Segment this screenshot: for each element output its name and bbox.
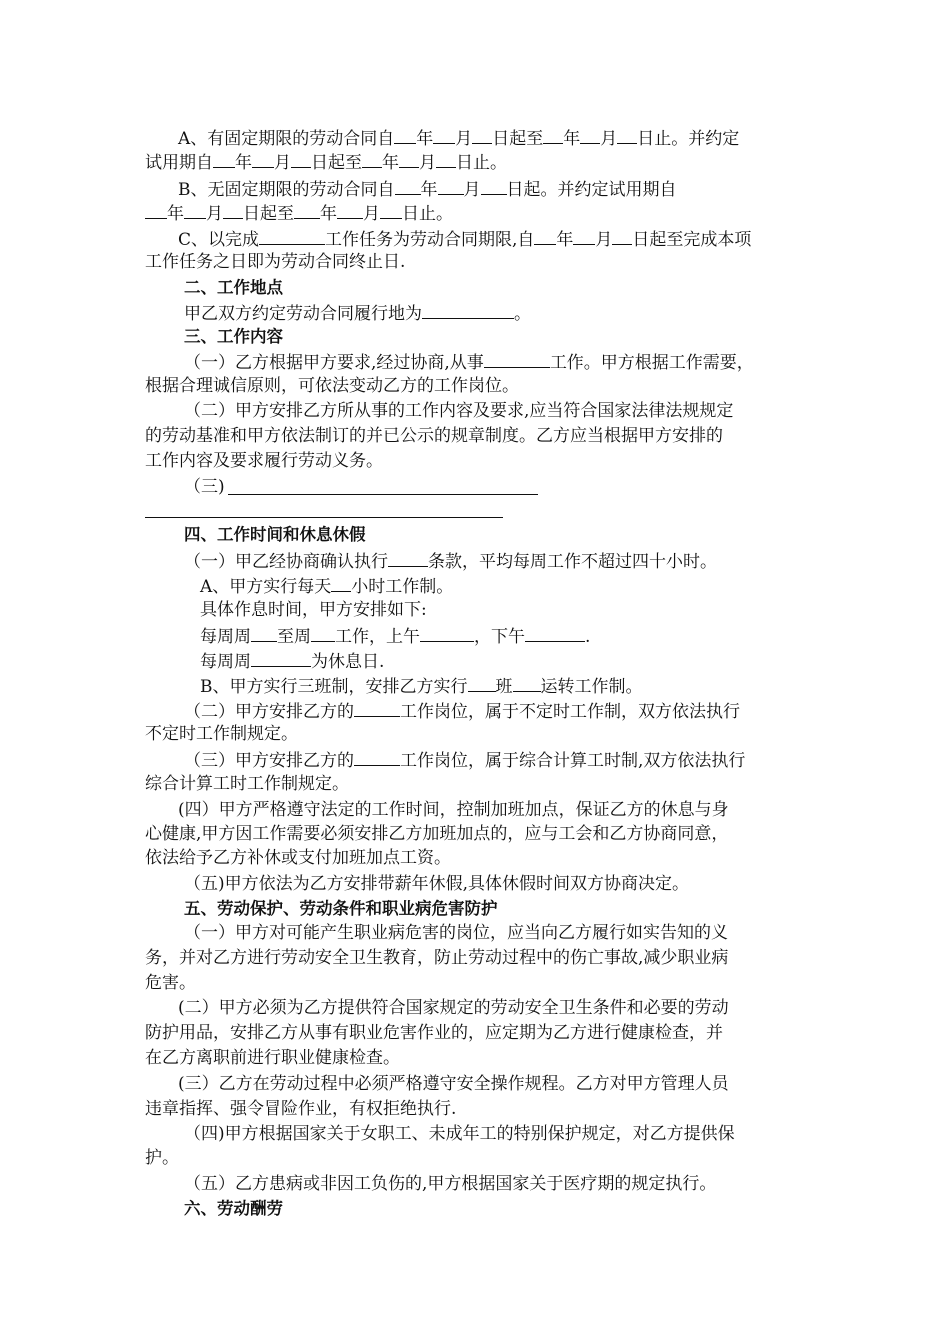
clause-b-line-2: 年 月 日起至 年 月 日止。: [145, 200, 453, 226]
clause-a-line-2: 试用期自 年 月 日起至 年 月 日止。: [145, 149, 507, 175]
section-5-item-1-line-1: （一）甲方对可能产生职业病危害的岗位，应当向乙方履行如实告知的义: [184, 923, 728, 943]
section-5-item-5: （五）乙方患病或非因工负伤的,甲方根据国家关于医疗期的规定执行。: [184, 1174, 717, 1194]
section-4-item-4-line-1: (四）甲方严格遵守法定的工作时间，控制加班加点，保证乙方的休息与身: [178, 800, 729, 820]
section-4-item-1: （一）甲乙经协商确认执行 条款，平均每周工作不超过四十小时。: [184, 548, 717, 574]
section-6-heading: 六、劳动酬劳: [184, 1199, 283, 1218]
blank-line-item-3-continued: [145, 517, 503, 518]
section-3-item-2-line-1: （二）甲方安排乙方所从事的工作内容及要求,应当符合国家法律法规规定: [184, 401, 734, 421]
section-5-item-2-line-3: 在乙方离职前进行职业健康检查。: [145, 1048, 400, 1068]
clause-b-line-1: B、无固定期限的劳动合同自 年 月 日起。并约定试用期自: [178, 176, 677, 202]
section-5-item-2-line-1: (二）甲方必须为乙方提供符合国家规定的劳动安全卫生条件和必要的劳动: [178, 998, 729, 1018]
section-3-item-1-line-2: 根据合理诚信原则，可依法变动乙方的工作岗位。: [145, 376, 519, 396]
section-2-paragraph: 甲乙双方约定劳动合同履行地为 。: [184, 300, 531, 326]
section-3-item-2-line-3: 工作内容及要求履行劳动义务。: [145, 451, 383, 471]
clause-c-line-2: 工作任务之日即为劳动合同终止日.: [145, 252, 406, 272]
section-4-option-a: A、甲方实行每天 小时工作制。: [200, 573, 453, 599]
section-4-schedule: 具体作息时间，甲方安排如下:: [200, 600, 427, 620]
section-5-item-3-line-1: (三）乙方在劳动过程中必须严格遵守安全操作规程。乙方对甲方管理人员: [178, 1074, 729, 1094]
section-5-item-1-line-3: 危害。: [145, 973, 196, 993]
section-4-item-3-line-1: （三）甲方安排乙方的 工作岗位，属于综合计算工时制,双方依法执行: [184, 747, 745, 773]
section-5-item-2-line-2: 防护用品，安排乙方从事有职业危害作业的，应定期为乙方进行健康检查，并: [145, 1023, 723, 1043]
section-3-item-2-line-2: 的劳动基准和甲方依法制订的并已公示的规章制度。乙方应当根据甲方安排的: [145, 426, 723, 446]
section-3-item-3: （三): [184, 477, 225, 497]
clause-a-line-1: A、有固定期限的劳动合同自 年 月 日起至 年 月 日止。并约定: [178, 125, 739, 151]
section-4-item-3-line-2: 综合计算工时工作制规定。: [145, 774, 349, 794]
section-4-rest-day: 每周周 为休息日.: [200, 648, 384, 674]
section-4-item-4-line-3: 依法给予乙方补休或支付加班加点工资。: [145, 848, 451, 868]
section-4-item-5: （五)甲方依法为乙方安排带薪年休假,具体休假时间双方协商决定。: [184, 874, 690, 894]
section-5-item-1-line-2: 务，并对乙方进行劳动安全卫生教育，防止劳动过程中的伤亡事故,减少职业病: [145, 948, 729, 968]
section-3-heading: 三、工作内容: [184, 327, 283, 346]
section-5-item-4-line-1: （四)甲方根据国家关于女职工、未成年工的特别保护规定，对乙方提供保: [184, 1124, 735, 1144]
section-5-item-3-line-2: 违章指挥、强令冒险作业，有权拒绝执行.: [145, 1099, 457, 1119]
section-5-heading: 五、劳动保护、劳动条件和职业病危害防护: [184, 899, 498, 918]
section-4-heading: 四、工作时间和休息休假: [184, 525, 366, 544]
section-2-heading: 二、工作地点: [184, 278, 283, 297]
section-4-item-2-line-1: （二）甲方安排乙方的 工作岗位，属于不定时工作制，双方依法执行: [184, 698, 740, 724]
section-4-item-4-line-2: 心健康,甲方因工作需要必须安排乙方加班加点的，应与工会和乙方协商同意，: [145, 824, 729, 844]
clause-c-line-1: C、以完成 工作任务为劳动合同期限,自 年 月 日起至完成本项: [178, 226, 751, 252]
blank-line-item-3: [228, 494, 538, 495]
section-3-item-1-line-1: （一）乙方根据甲方要求,经过协商,从事 工作。甲方根据工作需要，: [184, 349, 754, 375]
section-4-item-2-line-2: 不定时工作制规定。: [145, 724, 298, 744]
section-4-option-b: B、甲方实行三班制，安排乙方实行 班 运转工作制。: [200, 673, 643, 699]
section-5-item-4-line-2: 护。: [145, 1148, 179, 1168]
section-4-weekly-hours: 每周周 至周 工作，上午 ，下午 .: [200, 623, 590, 649]
